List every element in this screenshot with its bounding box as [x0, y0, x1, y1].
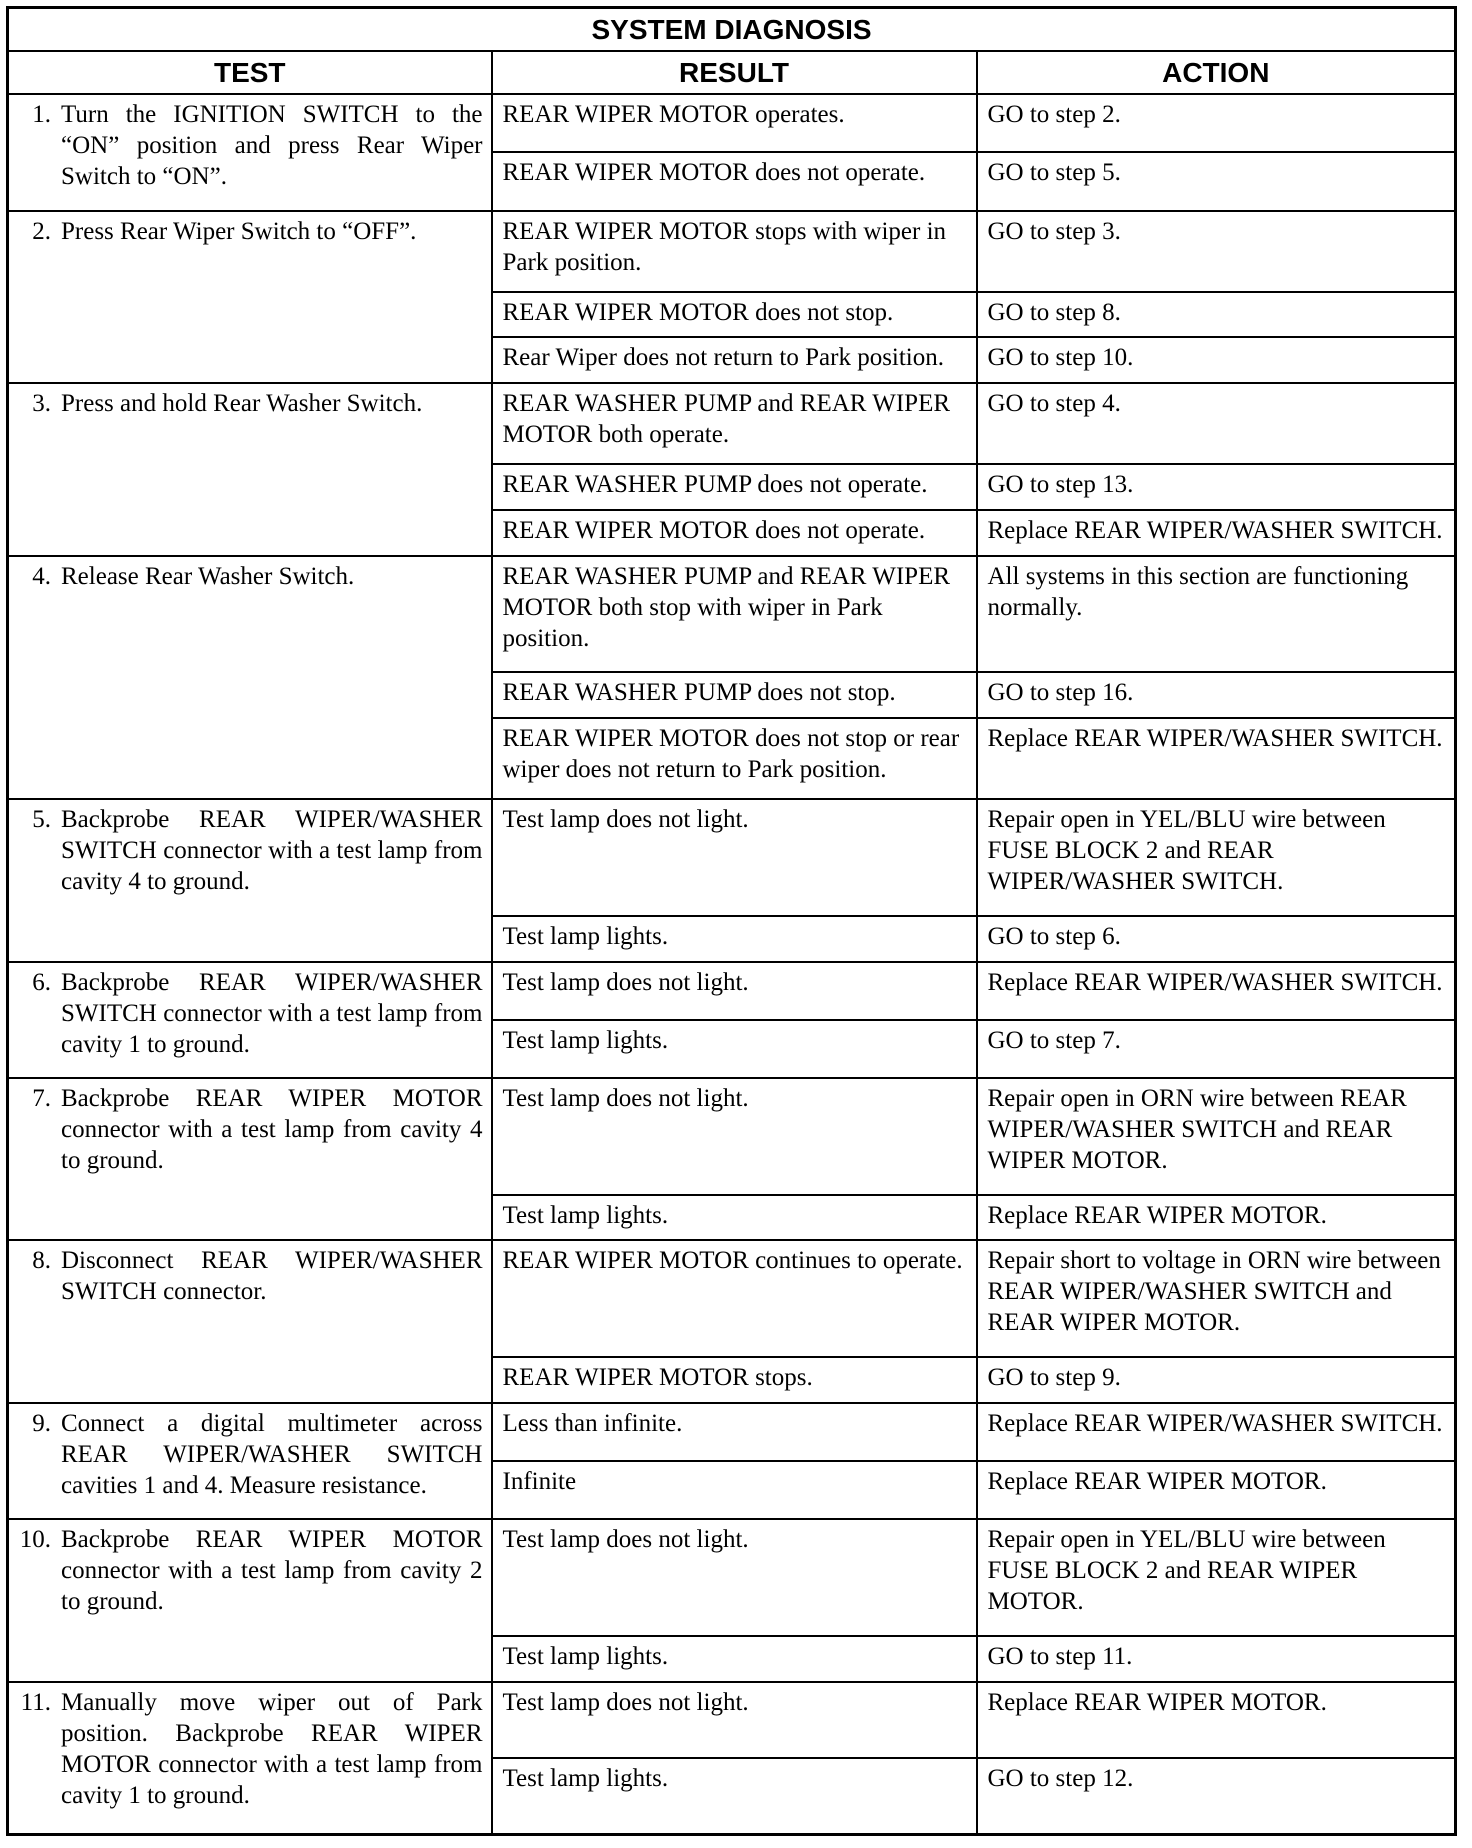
column-header-action: ACTION — [977, 51, 1456, 94]
result-cell: Test lamp lights. — [492, 1195, 977, 1241]
result-cell: Test lamp does not light. — [492, 962, 977, 1020]
result-cell: Test lamp does not light. — [492, 799, 977, 916]
test-text: Disconnect REAR WIPER/WASHER SWITCH connector. — [61, 1247, 483, 1306]
step-number: 9. — [32, 1409, 51, 1437]
action-cell: Replace REAR WIPER/WASHER SWITCH. — [977, 962, 1456, 1020]
table-row — [8, 1682, 1456, 1758]
column-header-test: TEST — [8, 51, 492, 94]
table-row — [8, 383, 1456, 464]
test-text: Backprobe REAR WIPER MOTOR connector with a test lamp from cavity 4 to ground. — [61, 1085, 483, 1175]
action-cell: Repair short to voltage in ORN wire between REAR WIPER/WASHER SWITCH and REAR WIPER MOTOR. — [977, 1240, 1456, 1357]
table-row — [8, 556, 1456, 673]
result-cell: REAR WASHER PUMP and REAR WIPER MOTOR both stop with wiper in Park position. — [492, 556, 977, 673]
test-cell — [8, 383, 492, 556]
action-cell: Replace REAR WIPER/WASHER SWITCH. — [977, 1403, 1456, 1461]
action-cell: GO to step 3. — [977, 211, 1456, 292]
table-row — [8, 962, 1456, 1020]
step-number: 7. — [32, 1085, 51, 1113]
step-number: 3. — [32, 390, 51, 418]
table-row — [8, 1078, 1456, 1195]
step-number: 2. — [32, 217, 51, 245]
test-cell — [8, 94, 492, 211]
table-row — [8, 1240, 1456, 1357]
result-cell: Test lamp does not light. — [492, 1078, 977, 1195]
test-text: Backprobe REAR WIPER/WASHER SWITCH connector with a test lamp from cavity 1 to ground. — [61, 968, 483, 1058]
result-cell: Test lamp lights. — [492, 916, 977, 962]
action-cell: GO to step 12. — [977, 1758, 1456, 1835]
document-page — [6, 6, 1454, 1836]
step-number: 4. — [32, 562, 51, 590]
result-cell: Test lamp lights. — [492, 1636, 977, 1682]
test-text: Backprobe REAR WIPER MOTOR connector with a test lamp from cavity 2 to ground. — [61, 1526, 483, 1616]
action-cell: GO to step 8. — [977, 292, 1456, 338]
result-cell: REAR WASHER PUMP does not operate. — [492, 464, 977, 510]
test-text: Turn the IGNITION SWITCH to the “ON” position and press Rear Wiper Switch to “ON”. — [61, 101, 483, 190]
step-number: 8. — [32, 1247, 51, 1275]
result-cell: REAR WIPER MOTOR continues to operate. — [492, 1240, 977, 1357]
action-cell: GO to step 5. — [977, 152, 1456, 210]
test-cell — [8, 1078, 492, 1240]
action-cell: GO to step 11. — [977, 1636, 1456, 1682]
test-cell — [8, 556, 492, 799]
action-cell: GO to step 4. — [977, 383, 1456, 464]
step-number: 1. — [32, 101, 51, 128]
action-cell: Replace REAR WIPER/WASHER SWITCH. — [977, 718, 1456, 799]
action-cell: GO to step 7. — [977, 1020, 1456, 1078]
result-cell: Less than infinite. — [492, 1403, 977, 1461]
action-cell: GO to step 16. — [977, 672, 1456, 718]
result-cell: REAR WIPER MOTOR operates. — [492, 94, 977, 152]
test-cell — [8, 211, 492, 384]
result-cell: REAR WIPER MOTOR does not operate. — [492, 510, 977, 556]
table-row — [8, 799, 1456, 916]
step-number: 11. — [20, 1688, 51, 1716]
test-text: Backprobe REAR WIPER/WASHER SWITCH connector with a test lamp from cavity 4 to ground. — [61, 806, 483, 896]
result-cell: REAR WIPER MOTOR stops. — [492, 1357, 977, 1403]
result-cell: Test lamp does not light. — [492, 1519, 977, 1636]
table-title: SYSTEM DIAGNOSIS — [8, 8, 1456, 52]
result-cell: REAR WIPER MOTOR stops with wiper in Park position. — [492, 211, 977, 292]
result-cell: REAR WASHER PUMP does not stop. — [492, 672, 977, 718]
action-cell: Repair open in YEL/BLU wire between FUSE BLOCK 2 and REAR WIPER MOTOR. — [977, 1519, 1456, 1636]
action-cell: GO to step 2. — [977, 94, 1456, 152]
test-text: Release Rear Washer Switch. — [61, 562, 355, 590]
test-text: Press Rear Wiper Switch to “OFF”. — [61, 217, 417, 245]
action-cell: GO to step 6. — [977, 916, 1456, 962]
step-number: 6. — [32, 968, 51, 996]
step-number: 10. — [19, 1526, 51, 1554]
result-cell: Test lamp lights. — [492, 1020, 977, 1078]
action-cell: Replace REAR WIPER MOTOR. — [977, 1195, 1456, 1241]
action-cell: Replace REAR WIPER MOTOR. — [977, 1461, 1456, 1519]
table-row — [8, 211, 1456, 292]
test-cell — [8, 1240, 492, 1402]
test-cell — [8, 1403, 492, 1520]
action-cell: GO to step 10. — [977, 337, 1456, 383]
step-number: 5. — [32, 806, 51, 834]
test-text: Press and hold Rear Washer Switch. — [61, 390, 423, 418]
result-cell: REAR WIPER MOTOR does not operate. — [492, 152, 977, 210]
column-header-result: RESULT — [492, 51, 977, 94]
result-cell: REAR WASHER PUMP and REAR WIPER MOTOR both operate. — [492, 383, 977, 464]
test-cell — [8, 962, 492, 1079]
result-cell: Infinite — [492, 1461, 977, 1519]
result-cell: Rear Wiper does not return to Park position. — [492, 337, 977, 383]
action-cell: GO to step 9. — [977, 1357, 1456, 1403]
result-cell: REAR WIPER MOTOR does not stop or rear wiper does not return to Park position. — [492, 718, 977, 799]
system-diagnosis-table — [6, 6, 1457, 1836]
table-row — [8, 1403, 1456, 1461]
action-cell: Replace REAR WIPER/WASHER SWITCH. — [977, 510, 1456, 556]
test-cell — [8, 799, 492, 961]
table-row — [8, 1519, 1456, 1636]
test-cell — [8, 1682, 492, 1835]
action-cell: Repair open in ORN wire between REAR WIPER/WASHER SWITCH and REAR WIPER MOTOR. — [977, 1078, 1456, 1195]
action-cell: Repair open in YEL/BLU wire between FUSE BLOCK 2 and REAR WIPER/WASHER SWITCH. — [977, 799, 1456, 916]
action-cell: All systems in this section are functioning normally. — [977, 556, 1456, 673]
test-cell — [8, 1519, 492, 1681]
test-text: Connect a digital multimeter across REAR WIPER/WASHER SWITCH cavities 1 and 4. Measure resistance. — [61, 1409, 483, 1499]
result-cell: REAR WIPER MOTOR does not stop. — [492, 292, 977, 338]
action-cell: Replace REAR WIPER MOTOR. — [977, 1682, 1456, 1758]
table-row — [8, 94, 1456, 152]
action-cell: GO to step 13. — [977, 464, 1456, 510]
test-text: Manually move wiper out of Park position. Backprobe REAR WIPER MOTOR connector with a test lamp from cavity 1 to ground. — [61, 1688, 483, 1809]
result-cell: Test lamp does not light. — [492, 1682, 977, 1758]
result-cell: Test lamp lights. — [492, 1758, 977, 1835]
